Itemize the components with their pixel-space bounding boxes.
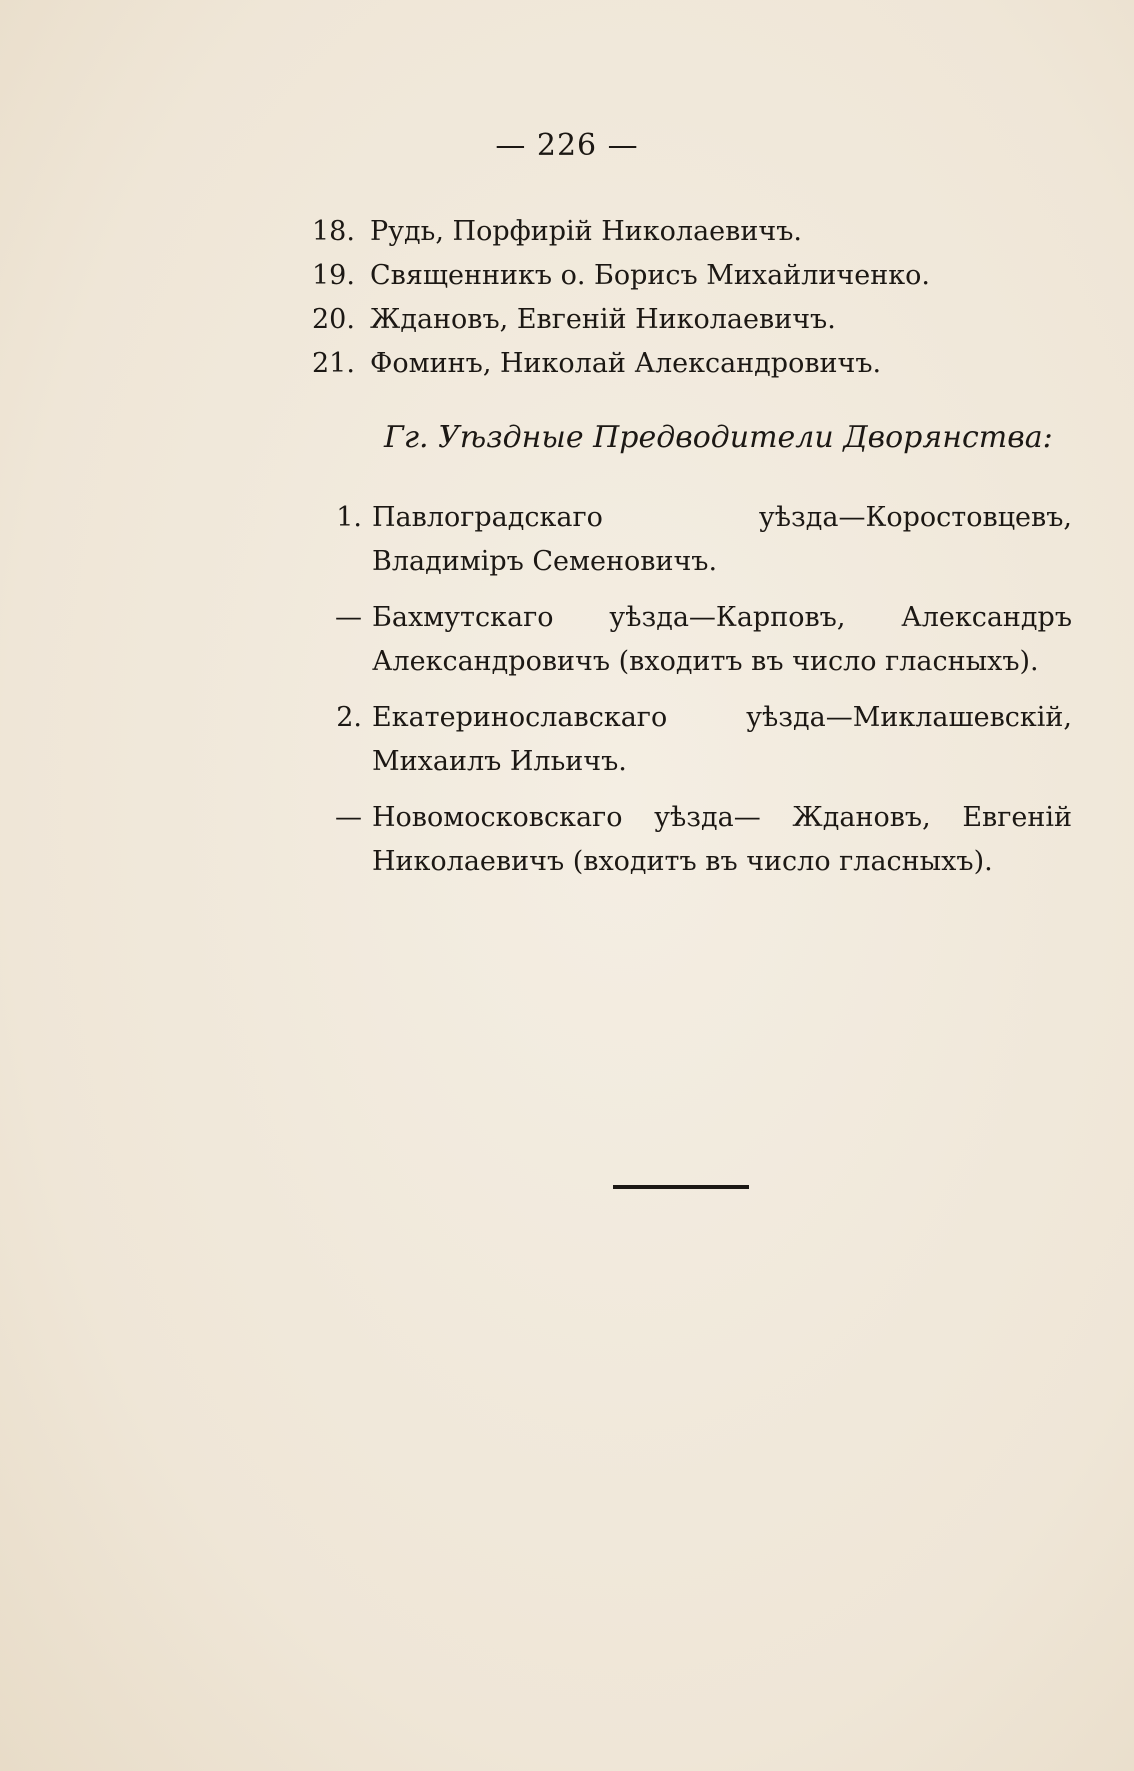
member-name: Ждановъ, Евгеній Николаевичъ. (370, 304, 836, 335)
item-marker: 2. (336, 702, 362, 733)
entry-text: Екатеринославскаго уѣзда—Миклашевскій, Михаилъ Ильичъ. (372, 702, 1072, 777)
member-name: Рудь, Порфирій Николаевичъ. (370, 216, 802, 247)
list-item (300, 496, 1080, 584)
item-number: 19. (312, 260, 355, 291)
section-heading: Гг. Уѣздные Предводители Дворянства: (384, 420, 1053, 455)
list-item (312, 210, 1052, 254)
list-item (300, 696, 1080, 784)
entry-text: Павлоградскаго уѣзда—Коростовцевъ, Владиміръ Семеновичъ. (372, 502, 1072, 577)
member-name: Священникъ о. Борисъ Михайличенко. (370, 260, 930, 291)
list-item (300, 796, 1080, 884)
list-item (312, 298, 1052, 342)
item-marker: — (335, 602, 362, 633)
marshals-list (300, 496, 1080, 896)
member-name: Фоминъ, Николай Александровичъ. (370, 348, 882, 379)
item-number: 20. (312, 304, 355, 335)
item-number: 21. (312, 348, 355, 379)
item-marker: — (335, 802, 362, 833)
item-marker: 1. (336, 502, 362, 533)
entry-text: Бахмутскаго уѣзда—Карповъ, Александръ Александровичъ (входитъ въ число гласныхъ). (372, 602, 1072, 677)
page-number: — 226 — (495, 128, 639, 163)
members-list (312, 210, 1052, 386)
entry-text: Новомосковскаго уѣзда— Ждановъ, Евгеній Николаевичъ (входитъ въ число гласныхъ). (372, 802, 1072, 877)
list-item (300, 596, 1080, 684)
item-number: 18. (312, 216, 355, 247)
list-item (312, 254, 1052, 298)
list-item (312, 342, 1052, 386)
section-divider (613, 1185, 749, 1189)
